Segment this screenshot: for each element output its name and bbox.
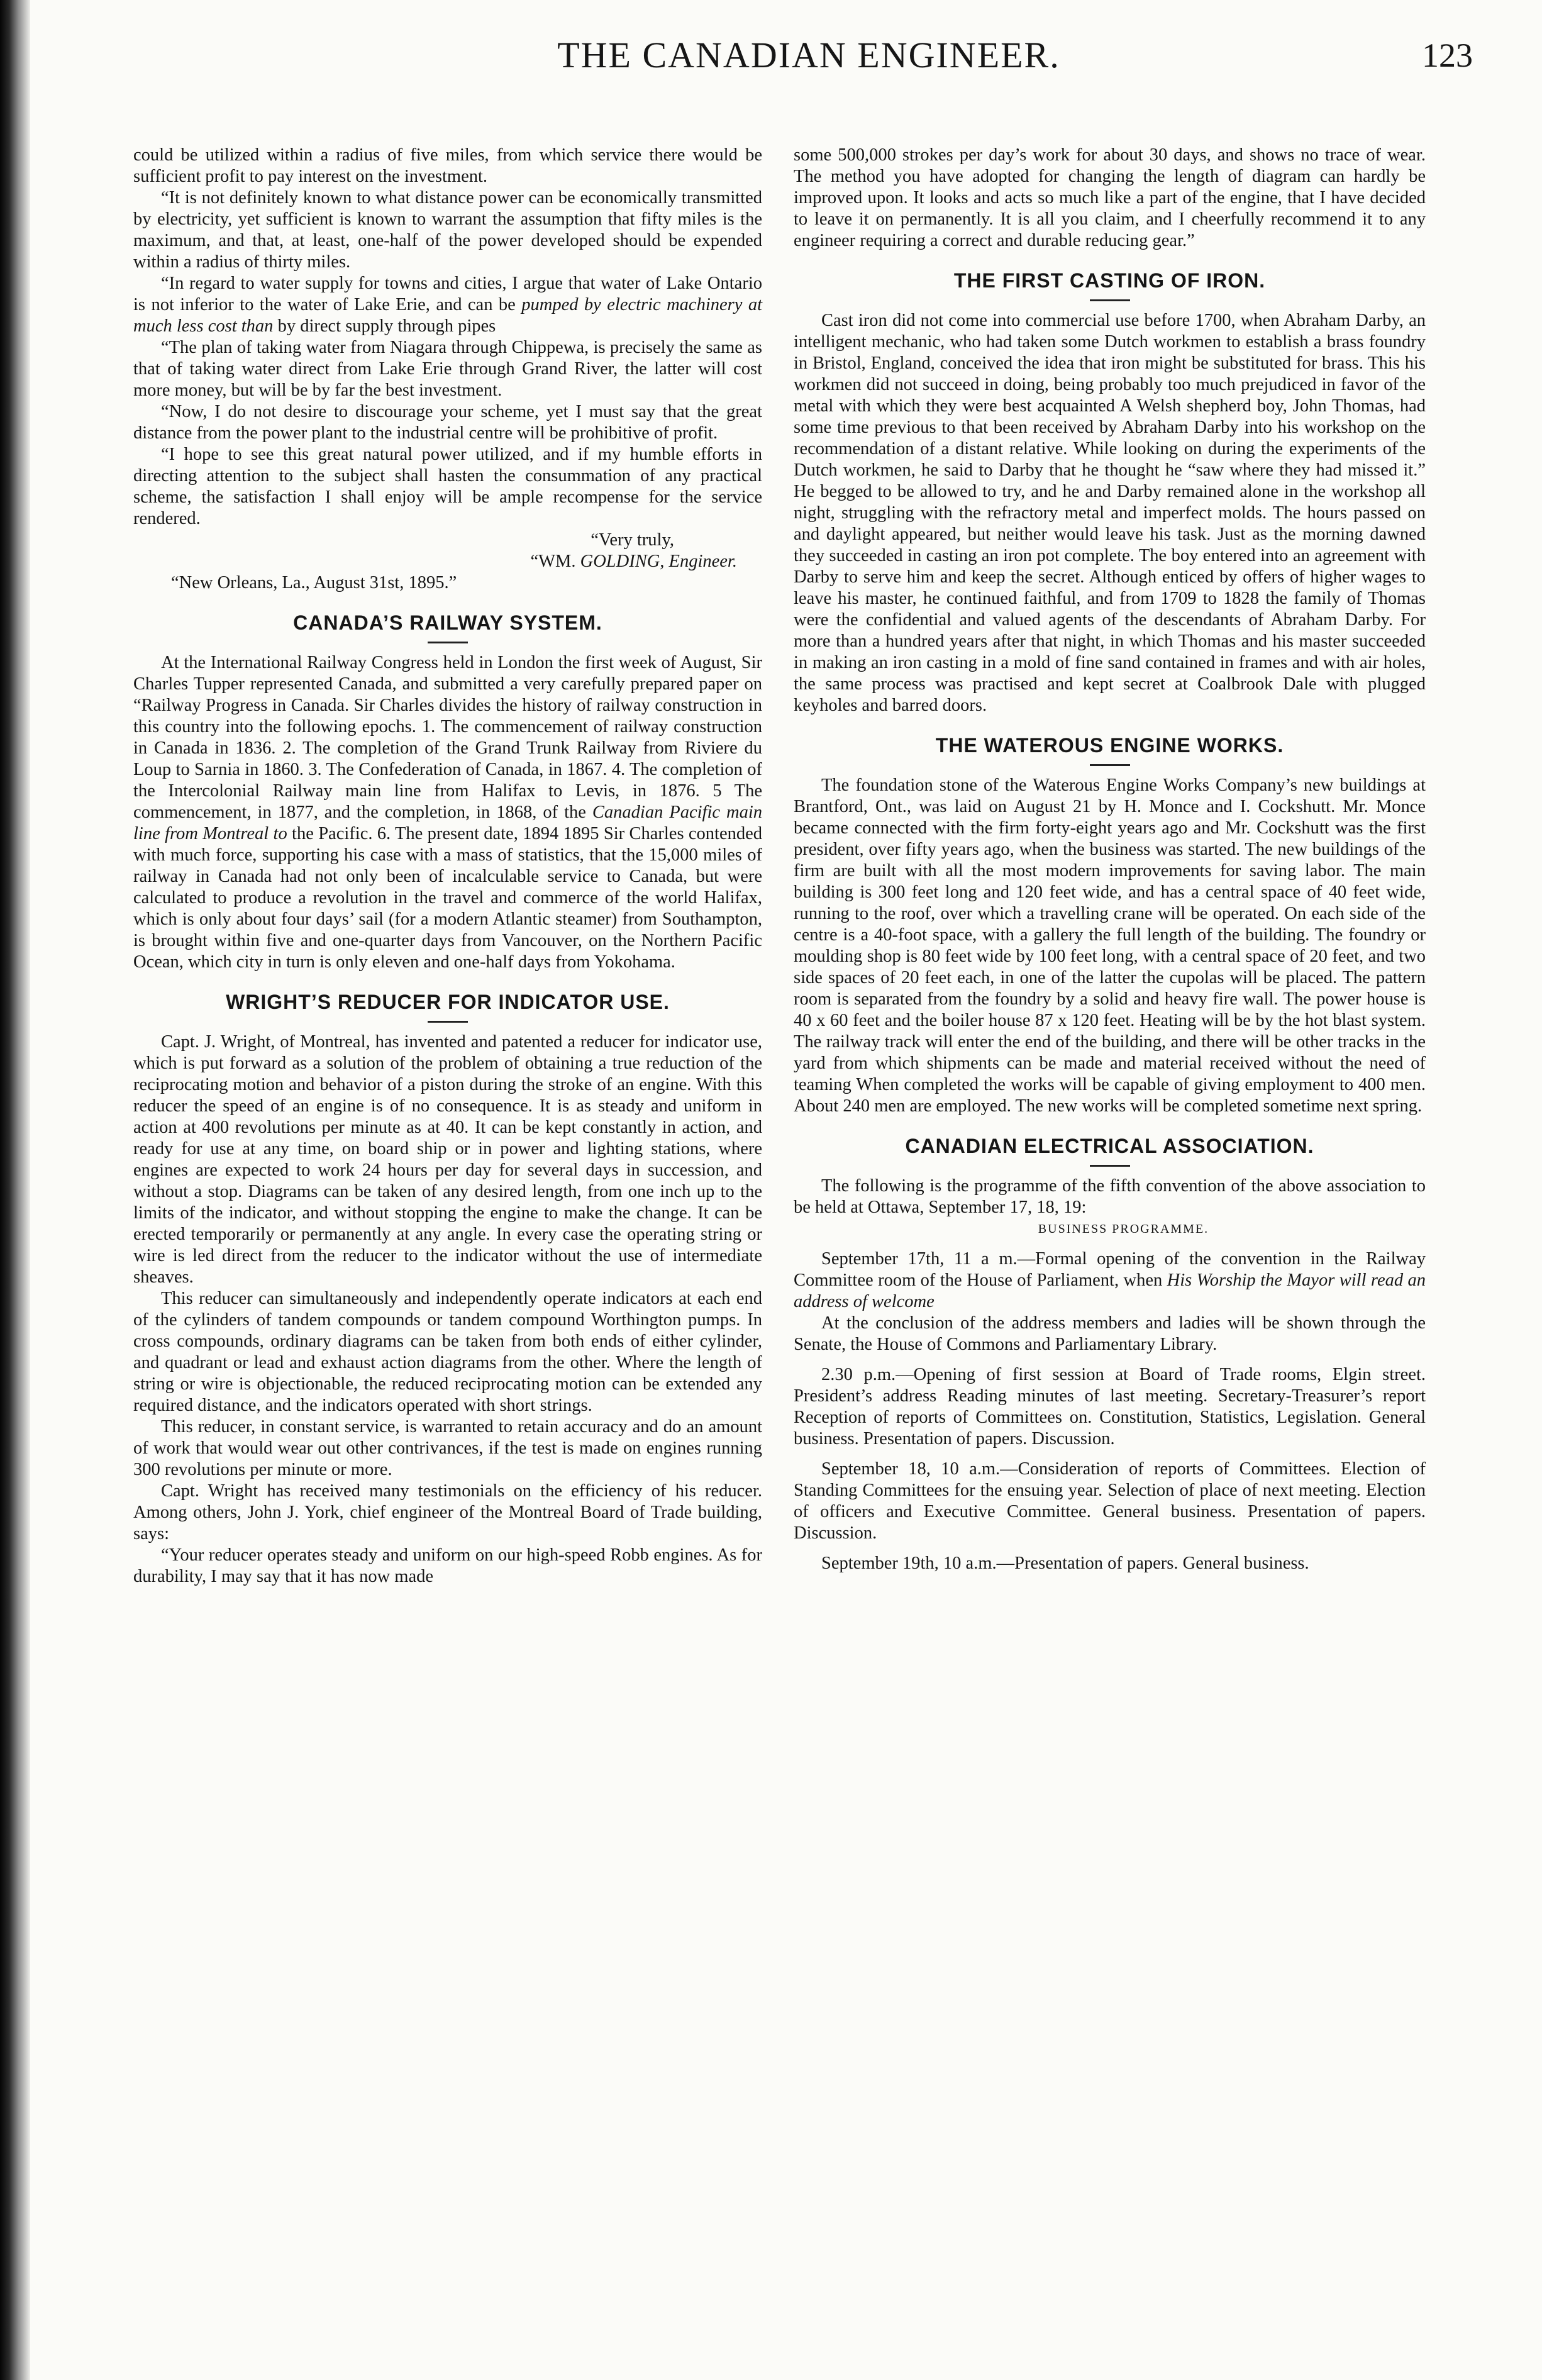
heading-waterous-engine-works: THE WATEROUS ENGINE WORKS. <box>935 734 1284 757</box>
dateline: “New Orleans, La., August 31st, 1895.” <box>171 573 457 592</box>
subheading-business-programme: BUSINESS PROGRAMME. <box>1038 1222 1209 1236</box>
signature-closing: “Very truly, <box>591 530 674 550</box>
paragraph: “The plan of taking water from Niagara through Chippewa, is precisely the same as that of taking water direct from Lake Erie through Grand River, the latter will cost more money, but will be by far the best investment. <box>133 338 762 400</box>
paragraph: “Your reducer operates steady and uniform on our high-speed Robb engines. As for durability, I may say that it has now made <box>133 1545 762 1586</box>
paragraph: “Now, I do not desire to discourage your scheme, yet I must say that the great distance from the power plant to the industrial centre will be prohibitive of profit. <box>133 402 762 443</box>
heading-rule <box>1090 1165 1130 1167</box>
heading-canadian-electrical-association: CANADIAN ELECTRICAL ASSOCIATION. <box>905 1135 1314 1157</box>
paragraph: September 19th, 10 a.m.—Presentation of papers. General business. <box>821 1554 1309 1573</box>
paragraph: The following is the programme of the fifth convention of the above association to be held at Ottawa, September 17, 18, 19: <box>794 1176 1426 1217</box>
paragraph: September 18, 10 a.m.—Consideration of reports of Committees. Election of Standing Committees for the ensuing year. Selection of place of next meeting. Election of officers and Executive Committee. General business. Presentation of papers. Discussion. <box>794 1459 1426 1543</box>
paragraph: September 17th, 11 a m.—Formal opening of the convention in the Railway Committee room of the House of Parliament, when His Worship the Mayor will read an address of welcome <box>794 1249 1426 1311</box>
paragraph: could be utilized within a radius of five miles, from which service there would be sufficient profit to pay interest on the investment. <box>133 145 762 186</box>
paragraph: The foundation stone of the Waterous Engine Works Company’s new buildings at Brantford, Ont., was laid on August 21 by H. Monce and I. Cockshutt. Mr. Monce became connected with the firm forty-eight years ago and Mr. Cockshutt was the first president, over fifty years ago, when the business was started. The new buildings of the firm are built with all the most modern improvements for saving labor. The main building is 300 feet long and 120 feet wide, and has a central space of 40 feet wide, running to the roof, over which a travelling crane will be operated. On each side of the centre is a 40-foot space, with a gallery the full length of the building. The foundry or moulding shop is 80 feet wide by 100 feet long, with a central space of 20 feet, and two side spaces of 20 feet each, in one of the latter the cupolas will be placed. The pattern room is separated from the foundry by a solid and heavy fire wall. The power house is 40 x 60 feet and the boiler house 87 x 120 feet. Heating will be by the hot blast system. The railway track will enter the end of the building, and there will be other tracks in the yard from which shipments can be made and material received without the need of teaming When completed the works will be capable of giving employment to 400 men. About 240 men are employed. The new works will be completed sometime next spring. <box>794 776 1426 1116</box>
left-column <box>133 145 762 1588</box>
paragraph: At the International Railway Congress held in London the first week of August, Sir Charles Tupper represented Canada, and submitted a very carefully prepared paper on “Railway Progress in Canada. Sir Charles divides the history of railway construction in this country into the following epochs. 1. The commencement of railway construction in Canada in 1836. 2. The completion of the Grand Trunk Railway from Riviere du Loup to Sarnia in 1860. 3. The Confederation of Canada, in 1867. 4. The completion of the Intercolonial Railway main line from Halifax to Levis, in 1876. 5 The commencement, in 1877, and the completion, in 1868, of the Canadian Pacific main line from Montreal to the Pacific. 6. The present date, 1894 1895 Sir Charles contended with much force, supporting his case with a mass of statistics, that the 15,000 miles of railway in Canada had not only been of incalculable service to Canada, but were calculated to produce a revolution in the travel and commerce of the world Halifax, which is only about four days’ sail (for a modern Atlantic steamer) from Southampton, is brought within five and one-quarter days from Vancouver, on the Northern Pacific Ocean, which city in turn is only eleven and one-half days from Yokohama. <box>133 653 763 972</box>
heading-rule <box>1090 764 1130 766</box>
paragraph: “It is not definitely known to what distance power can be economically transmitted by electricity, yet sufficient is known to warrant the assumption that fifty miles is the maximum, and that, at least, one-half of the power developed should be expended within a radius of thirty miles. <box>133 188 762 272</box>
paragraph: Capt. Wright has received many testimonials on the efficiency of his reducer. Among others, John J. York, chief engineer of the Montreal Board of Trade building, says: <box>133 1481 762 1543</box>
heading-rule <box>428 1021 468 1023</box>
paragraph: Cast iron did not come into commercial use before 1700, when Abraham Darby, an intelligent mechanic, who had taken some Dutch workmen to establish a brass foundry in Bristol, England, conceived the idea that iron might be substituted for brass. This his workmen did not succeed in doing, being probably too much prejudiced in favor of the metal with which they were best acquainted A Welsh shepherd boy, John Thomas, had some time previous to that been received by Abraham Darby into his workshop on the recommendation of a distant relative. While looking on during the experiments of the Dutch workmen, he said to Darby that he thought he “saw where they had missed it.” He begged to be allowed to try, and he and Darby remained alone in the workshop all night, struggling with the refractory metal and imperfect molds. The hours passed on and daylight appeared, but neither would leave his task. Just as the morning dawned they succeeded in casting an iron pot complete. The boy entered into an agreement with Darby to serve him and keep the secret. Although enticed by offers of higher wages to leave his master, he continued faithful, and from 1709 to 1828 the family of Thomas were the confidential and valued agents of the descendants of Abraham Darby. For more than a hundred years after that night, in which Thomas and his master succeeded in making an iron casting in a mold of fine sand contained in frames and with air holes, the same process was practised and kept secret at Coalbrook Dale with plugged keyholes and barred doors. <box>794 311 1426 715</box>
paragraph: 2.30 p.m.—Opening of first session at Board of Trade rooms, Elgin street. President’s address Reading minutes of last meeting. Secretary-Treasurer’s report Reception of reports of Committees on. Constitution, Statistics, Legislation. General business. Presentation of papers. Discussion. <box>794 1365 1426 1449</box>
paragraph: This reducer can simultaneously and independently operate indicators at each end of the cylinders of tandem compounds or tandem compound Worthington pumps. In cross compounds, ordinary diagrams can be taken from both ends of either cylinder, and quadrant or lead and exhaust action diagrams from the other. Where the length of string or wire is objectionable, the reduced reciprocating motion can be extended any required distance, and the indicators operated with short strings. <box>133 1289 762 1415</box>
heading-first-casting-of-iron: THE FIRST CASTING OF IRON. <box>953 269 1266 292</box>
heading-wrights-reducer: WRIGHT’S REDUCER FOR INDICATOR USE. <box>226 991 670 1013</box>
page-number: 123 <box>1422 36 1473 74</box>
page-binding-edge <box>0 0 30 2380</box>
page-header <box>126 30 1492 87</box>
paragraph: some 500,000 strokes per day’s work for about 30 days, and shows no trace of wear. The method you have adopted for changing the length of diagram can hardly be improved upon. It looks and acts so much like a part of the engine, that I have decided to leave it on permanently. It is all you claim, and I cheerfully recommend it to any engineer requiring a correct and durable reducing gear.” <box>794 145 1426 250</box>
signature-name: “WM. GOLDING, Engineer. <box>530 552 737 571</box>
heading-rule <box>1090 299 1130 301</box>
paragraph: Capt. J. Wright, of Montreal, has invented and patented a reducer for indicator use, which is put forward as a solution of the problem of obtaining a true reduction of the reciprocating motion and behavior of a piston during the stroke of an engine. With this reducer the speed of an engine is of no consequence. It is as steady and uniform in action at 400 revolutions per minute as at 40. It can be kept constantly in action, and ready for use at any time, on board ship or in power and lighting stations, where engines are expected to work 24 hours per day for several days in succession, and without a stop. Diagrams can be taken of any desired length, from one inch up to the limits of the indicator, and without stopping the engine to make the change. It can be erected temporarily or permanently at any angle. In every case the operating string or wire is led direct from the reducer to the indicator without the use of intermediate sheaves. <box>133 1032 762 1287</box>
right-column <box>794 145 1426 1574</box>
heading-rule <box>428 642 468 643</box>
heading-canadas-railway-system: CANADA’S RAILWAY SYSTEM. <box>293 611 602 634</box>
paragraph: “I hope to see this great natural power utilized, and if my humble efforts in directing attention to the subject shall hasten the consummation of any practical scheme, the satisfaction I shall enjoy will be ample recompense for the service rendered. <box>133 445 762 528</box>
paragraph: This reducer, in constant service, is warranted to retain accuracy and do an amount of work that would wear out other contrivances, if the test is made on engines running 300 revolutions per minute or more. <box>133 1417 762 1479</box>
paragraph: “In regard to water supply for towns and cities, I argue that water of Lake Ontario is not inferior to the water of Lake Erie, and can be pumped by electric machinery at much less cost than by direct supply through pipes <box>133 274 762 336</box>
paragraph: At the conclusion of the address members and ladies will be shown through the Senate, the House of Commons and Parliamentary Library. <box>794 1313 1426 1354</box>
page-title: THE CANADIAN ENGINEER. <box>557 35 1060 75</box>
